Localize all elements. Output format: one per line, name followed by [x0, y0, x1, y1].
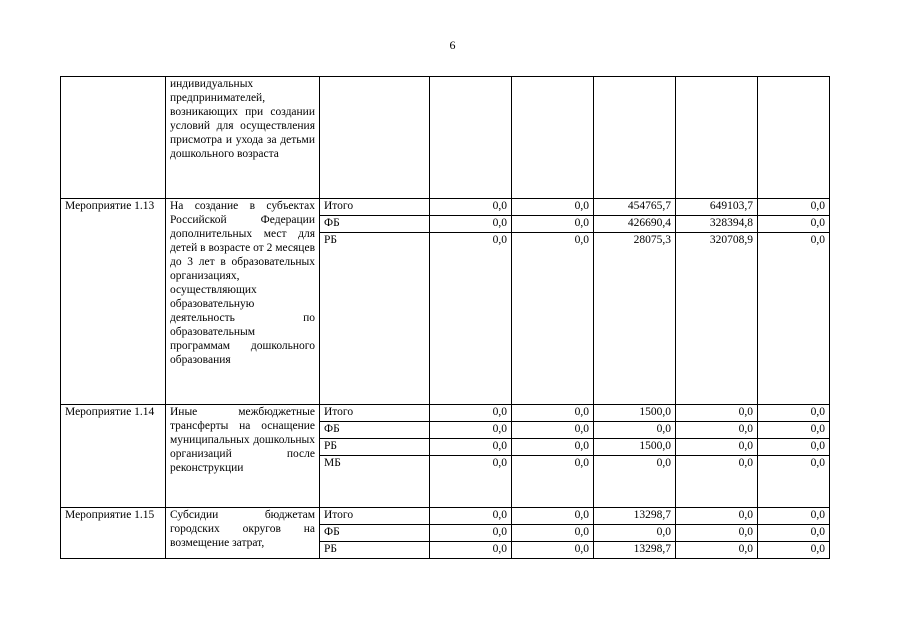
value-cell	[758, 77, 830, 199]
value-cell: 0,0	[512, 422, 594, 439]
value-cell: 426690,4	[594, 216, 676, 233]
value-cell: 0,0	[430, 405, 512, 422]
measure-description-cell	[166, 508, 320, 559]
value-cell: 0,0	[512, 542, 594, 559]
value-cell: 0,0	[430, 525, 512, 542]
table-row	[61, 405, 830, 422]
measure-name: Мероприятие 1.14	[61, 405, 166, 508]
value-cell: 0,0	[758, 542, 830, 559]
continuation-row	[61, 77, 830, 199]
value-cell: 0,0	[430, 439, 512, 456]
value-cell: 0,0	[512, 405, 594, 422]
value-cell: 0,0	[676, 439, 758, 456]
value-cell: 0,0	[758, 439, 830, 456]
funding-source: РБ	[320, 233, 430, 405]
value-cell: 13298,7	[594, 542, 676, 559]
value-cell: 0,0	[430, 542, 512, 559]
value-cell: 0,0	[512, 199, 594, 216]
value-cell: 0,0	[676, 508, 758, 525]
value-cell: 1500,0	[594, 439, 676, 456]
value-cell: 0,0	[758, 456, 830, 508]
value-cell: 13298,7	[594, 508, 676, 525]
measure-description: индивидуальных предпринимателей, возникающих при создании условий для осуществления присмотра и ухода за детьми дошкольного возраста	[170, 78, 315, 160]
funding-source: Итого	[320, 199, 430, 216]
funding-source: ФБ	[320, 422, 430, 439]
funding-source: РБ	[320, 542, 430, 559]
value-cell: 0,0	[430, 508, 512, 525]
value-cell	[594, 77, 676, 199]
measure-description: Иные межбюджетные трансферты на оснащение муниципальных дошкольных организаций после реконструкции	[170, 406, 315, 474]
value-cell: 0,0	[676, 422, 758, 439]
table-row	[61, 508, 830, 525]
value-cell	[512, 77, 594, 199]
value-cell: 328394,8	[676, 216, 758, 233]
value-cell: 0,0	[430, 216, 512, 233]
value-cell: 0,0	[512, 233, 594, 405]
value-cell: 0,0	[512, 456, 594, 508]
measure-description: На создание в субъектах Российской Федерации дополнительных мест для детей в возрасте от 2 месяцев до 3 лет в образовательных организациях, осуществляющих образовательную деятельность по образовательным программам дошкольного образования	[170, 200, 315, 366]
value-cell: 0,0	[676, 405, 758, 422]
value-cell: 1500,0	[594, 405, 676, 422]
value-cell: 0,0	[676, 456, 758, 508]
value-cell: 0,0	[676, 542, 758, 559]
value-cell: 0,0	[512, 439, 594, 456]
value-cell: 0,0	[676, 525, 758, 542]
value-cell: 0,0	[758, 405, 830, 422]
value-cell: 0,0	[594, 456, 676, 508]
funding-table	[60, 76, 830, 559]
measure-description: Субсидии бюджетам городских округов на возмещение затрат,	[170, 509, 315, 549]
measure-name: Мероприятие 1.15	[61, 508, 166, 559]
value-cell	[676, 77, 758, 199]
value-cell: 0,0	[758, 508, 830, 525]
value-cell: 0,0	[758, 422, 830, 439]
value-cell: 0,0	[430, 422, 512, 439]
value-cell: 0,0	[430, 456, 512, 508]
value-cell: 0,0	[430, 199, 512, 216]
value-cell: 0,0	[512, 508, 594, 525]
measure-name: Мероприятие 1.13	[61, 199, 166, 405]
value-cell: 320708,9	[676, 233, 758, 405]
table-row	[61, 199, 830, 216]
value-cell: 0,0	[430, 233, 512, 405]
value-cell: 0,0	[512, 216, 594, 233]
value-cell: 0,0	[758, 525, 830, 542]
funding-source: Итого	[320, 405, 430, 422]
value-cell: 28075,3	[594, 233, 676, 405]
funding-source: РБ	[320, 439, 430, 456]
value-cell	[430, 77, 512, 199]
measure-description-cell	[166, 405, 320, 508]
funding-source: ФБ	[320, 216, 430, 233]
funding-source: МБ	[320, 456, 430, 508]
funding-source: ФБ	[320, 525, 430, 542]
page-number: 6	[449, 38, 456, 52]
funding-source: Итого	[320, 508, 430, 525]
source-cell	[320, 77, 430, 199]
measure-description-cell	[166, 199, 320, 405]
value-cell: 0,0	[758, 216, 830, 233]
value-cell: 649103,7	[676, 199, 758, 216]
value-cell: 0,0	[758, 233, 830, 405]
value-cell: 454765,7	[594, 199, 676, 216]
measure-name-cell	[61, 77, 166, 199]
measure-description-cell	[166, 77, 320, 199]
value-cell: 0,0	[512, 525, 594, 542]
value-cell: 0,0	[594, 525, 676, 542]
value-cell: 0,0	[758, 199, 830, 216]
value-cell: 0,0	[594, 422, 676, 439]
